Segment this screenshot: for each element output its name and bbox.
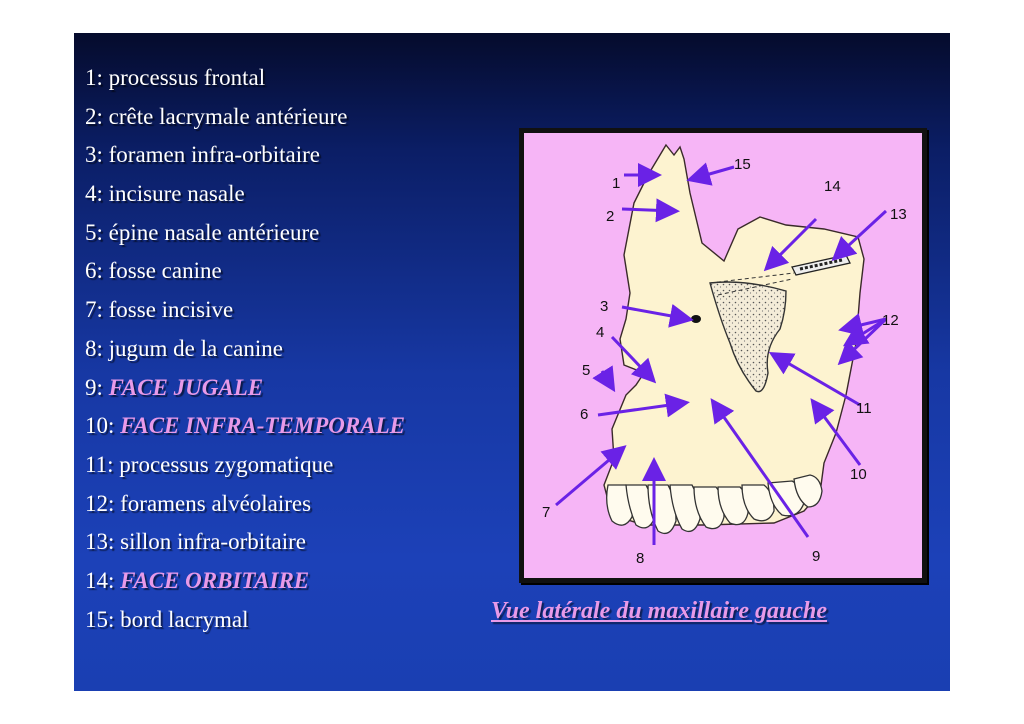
fig-label-9: 9 <box>812 548 821 565</box>
legend-item-15: 15: bord lacrymal <box>85 606 249 632</box>
fig-label-12: 12 <box>882 312 899 329</box>
legend-item-2: 2: crête lacrymale antérieure <box>85 103 348 129</box>
legend-item-10: 10: FACE INFRA-TEMPORALE <box>85 413 405 439</box>
fig-label-7: 7 <box>542 504 551 521</box>
legend-item-6: 6: fosse canine <box>85 258 222 284</box>
fig-label-10: 10 <box>850 466 867 483</box>
maxilla-figure <box>519 128 927 583</box>
legend-item-12: 12: foramens alvéolaires <box>85 490 312 516</box>
legend-item-5: 5: épine nasale antérieure <box>85 219 320 245</box>
arrow-2 <box>622 209 674 211</box>
fig-label-6: 6 <box>580 406 589 423</box>
fig-label-14: 14 <box>824 178 841 195</box>
fig-label-2: 2 <box>606 208 615 225</box>
figure-panel <box>524 133 922 578</box>
fig-label-5: 5 <box>582 362 591 379</box>
legend-item-13: 13: sillon infra-orbitaire <box>85 529 306 555</box>
legend-item-9: 9: FACE JUGALE <box>85 374 264 400</box>
legend-item-11: 11: processus zygomatique <box>85 451 334 477</box>
legend-item-1: 1: processus frontal <box>85 65 266 90</box>
legend-item-14: 14: FACE ORBITAIRE <box>85 567 310 593</box>
legend-item-4: 4: incisure nasale <box>85 181 245 207</box>
legend-item-7: 7: fosse incisive <box>85 297 234 323</box>
arrow-15 <box>692 167 734 179</box>
fig-label-11: 11 <box>856 400 872 417</box>
fig-label-15: 15 <box>734 156 751 173</box>
maxilla-illustration <box>524 133 922 578</box>
fig-label-8: 8 <box>636 550 645 567</box>
legend-list <box>85 62 405 642</box>
infra-orbital-foramen <box>691 315 701 323</box>
legend-item-3: 3: foramen infra-orbitaire <box>85 142 320 168</box>
fig-label-3: 3 <box>600 298 609 315</box>
figure-caption: Vue latérale du maxillaire gauche <box>491 598 828 624</box>
fig-label-4: 4 <box>596 324 605 341</box>
legend-item-8: 8: jugum de la canine <box>85 335 283 361</box>
fig-label-1: 1 <box>612 175 621 192</box>
fig-label-13: 13 <box>890 206 907 223</box>
arrow-5 <box>602 371 612 387</box>
